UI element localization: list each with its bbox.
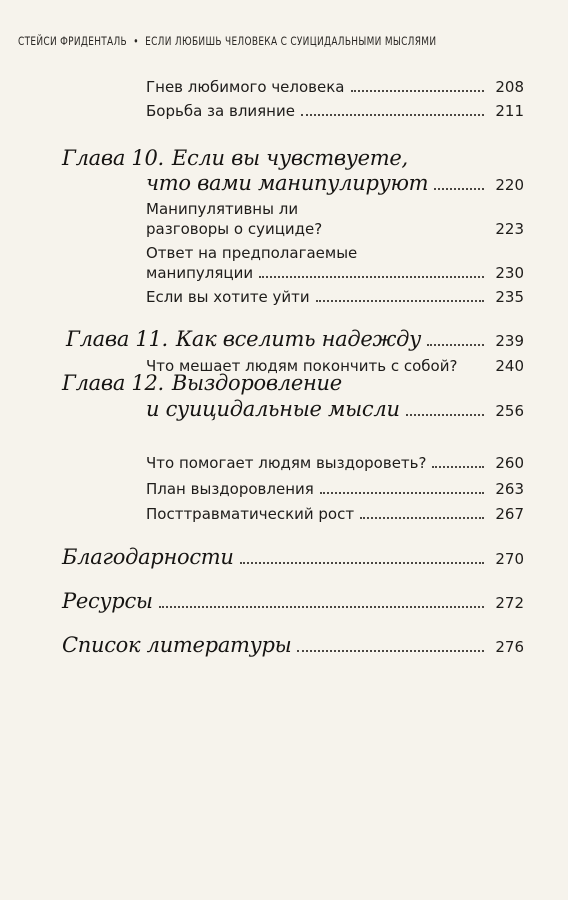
dot-leader <box>240 562 484 564</box>
chapter-12-title-line1: Выздоровление <box>171 371 342 395</box>
toc-entry-title: Если вы хотите уйти <box>146 288 310 306</box>
chapter-10-title-line2: что вами манипулируют <box>146 171 429 195</box>
toc-entry-page: 263 <box>495 480 524 498</box>
chapter-12-title-row <box>146 396 524 422</box>
chapter-10-page: 220 <box>495 176 524 194</box>
dot-leader <box>434 188 484 190</box>
header-author: СТЕЙСИ ФРИДЕНТАЛЬ <box>18 34 128 48</box>
dot-leader <box>301 114 484 116</box>
toc-entry-title-line1: Ответ на предполагаемые <box>146 244 358 262</box>
running-header <box>18 34 436 48</box>
toc-entry-title: Что мешает людям покончить с собой? <box>146 357 458 375</box>
dot-leader <box>259 276 484 278</box>
chapter-11-title-group <box>66 326 421 352</box>
chapter-11-heading <box>66 326 524 352</box>
header-book-title: ЕСЛИ ЛЮБИШЬ ЧЕЛОВЕКА С СУИЦИДАЛЬНЫМИ МЫСЛЯМИ <box>145 34 437 48</box>
back-matter-entry <box>62 632 524 658</box>
chapter-10-heading <box>62 145 408 171</box>
toc-entry-title-line2: манипуляции <box>146 264 254 282</box>
dot-leader <box>360 517 484 519</box>
toc-entry <box>146 503 524 525</box>
back-matter-page: 270 <box>495 550 524 568</box>
toc-entry-page: 260 <box>495 454 524 472</box>
toc-entry <box>146 262 524 284</box>
toc-entry-page: 267 <box>495 505 524 523</box>
dot-leader <box>328 232 484 234</box>
toc-entry <box>146 218 524 240</box>
back-matter-page: 276 <box>495 638 524 656</box>
toc-entry <box>146 478 524 500</box>
chapter-10-title-row <box>146 170 524 196</box>
toc-entry-page: 223 <box>495 220 524 238</box>
toc-entry-title: Что помогает людям выздороветь? <box>146 454 427 472</box>
chapter-11-label: Глава 11. <box>66 327 168 351</box>
toc-entry-page: 230 <box>495 264 524 282</box>
chapter-11-page: 239 <box>495 332 524 350</box>
back-matter-entry <box>62 544 524 570</box>
header-separator: • <box>133 34 139 48</box>
dot-leader <box>461 369 486 371</box>
dot-leader <box>316 300 484 302</box>
back-matter-title: Благодарности <box>62 545 234 569</box>
dot-leader <box>159 606 484 608</box>
back-matter-title: Список литературы <box>62 633 292 657</box>
toc-entry <box>146 452 524 474</box>
toc-entry-page: 240 <box>495 357 524 375</box>
dot-leader <box>427 344 484 346</box>
toc-entry-title: Гнев любимого человека <box>146 78 345 96</box>
dot-leader <box>406 414 484 416</box>
toc-entry <box>146 286 524 308</box>
toc-entry-title-line1: Манипулятивны ли <box>146 200 299 218</box>
back-matter-page: 272 <box>495 594 524 612</box>
toc-entry-title: Посттравматический рост <box>146 505 355 523</box>
toc-entry <box>146 76 524 98</box>
chapter-12-title-line2: и суицидальные мысли <box>146 397 400 421</box>
dot-leader <box>432 466 484 468</box>
back-matter-title: Ресурсы <box>62 589 153 613</box>
chapter-12-label: Глава 12. <box>62 371 164 395</box>
toc-entry-title: План выздоровления <box>146 480 314 498</box>
dot-leader <box>297 650 484 652</box>
chapter-11-title: Как вселить надежду <box>175 327 421 351</box>
toc-entry-page: 235 <box>495 288 524 306</box>
chapter-12-heading <box>62 370 342 396</box>
back-matter-entry <box>62 588 524 614</box>
toc-entry-title: Борьба за влияние <box>146 102 295 120</box>
toc-entry <box>146 100 524 122</box>
dot-leader <box>320 492 484 494</box>
toc-entry-title-line2: разговоры о суициде? <box>146 220 323 238</box>
chapter-12-page: 256 <box>495 402 524 420</box>
toc-entry-page: 211 <box>495 102 524 120</box>
chapter-10-label: Глава 10. <box>62 146 164 170</box>
toc-entry-page: 208 <box>495 78 524 96</box>
dot-leader <box>351 90 484 92</box>
chapter-10-title-line1: Если вы чувствуете, <box>171 146 408 170</box>
